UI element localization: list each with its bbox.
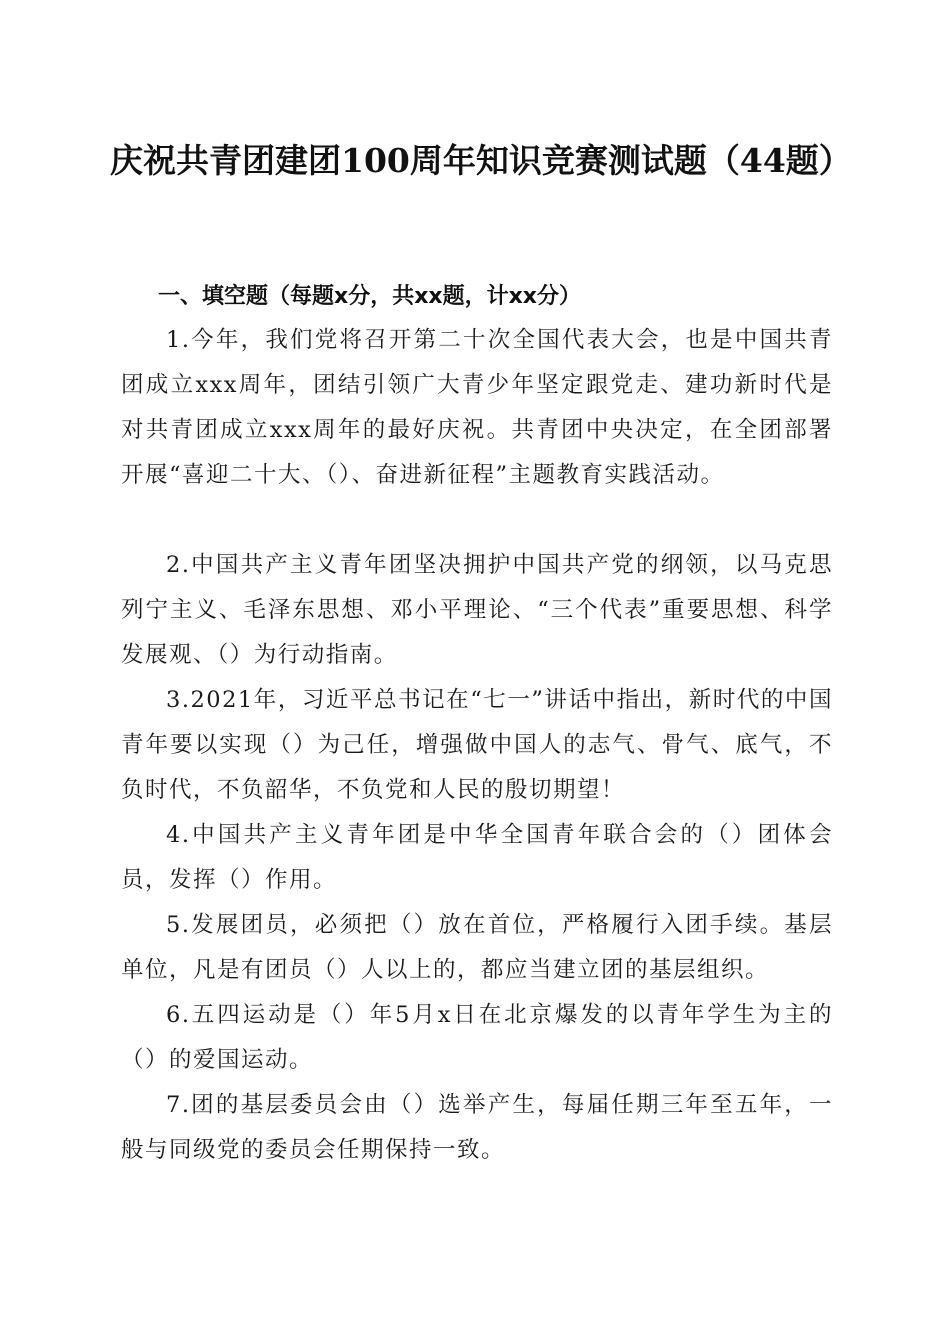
- document-title: 庆祝共青团建团100周年知识竞赛测试题（44题）: [110, 141, 852, 180]
- question-item: 7.团的基层委员会由（）选举产生，每届任期三年至五年，一般与同级党的委员会任期保持一致。: [121, 1092, 833, 1163]
- question-item: 5.发展团员，必须把（）放在首位，严格履行入团手续。基层单位，凡是有团员（）人以上的，都应当建立团的基层组织。: [121, 912, 833, 983]
- section-heading: 一、填空题（每题x分，共xx题，计xx分）: [158, 284, 581, 309]
- question-item: 4.中国共产主义青年团是中华全国青年联合会的（）团体会员，发挥（）作用。: [121, 822, 833, 893]
- question-item: 6.五四运动是（）年5月x日在北京爆发的以青年学生为主的（）的爱国运动。: [121, 1002, 833, 1073]
- question-item: 1.今年，我们党将召开第二十次全国代表大会，也是中国共青团成立xxx周年，团结引领广大青少年坚定跟党走、建功新时代是对共青团成立xxx周年的最好庆祝。共青团中央决定，在全团部署开展“喜迎二十大、（）、奋进新征程”主题教育实践活动。: [121, 327, 833, 488]
- question-item: 2.中国共产主义青年团坚决拥护中国共产党的纲领，以马克思列宁主义、毛泽东思想、邓小平理论、“三个代表”重要思想、科学发展观、（）为行动指南。: [121, 552, 833, 668]
- question-item: 3.2021年，习近平总书记在“七一”讲话中指出，新时代的中国青年要以实现（）为己任，增强做中国人的志气、骨气、底气，不负时代，不负韶华，不负党和人民的殷切期望！: [121, 687, 833, 803]
